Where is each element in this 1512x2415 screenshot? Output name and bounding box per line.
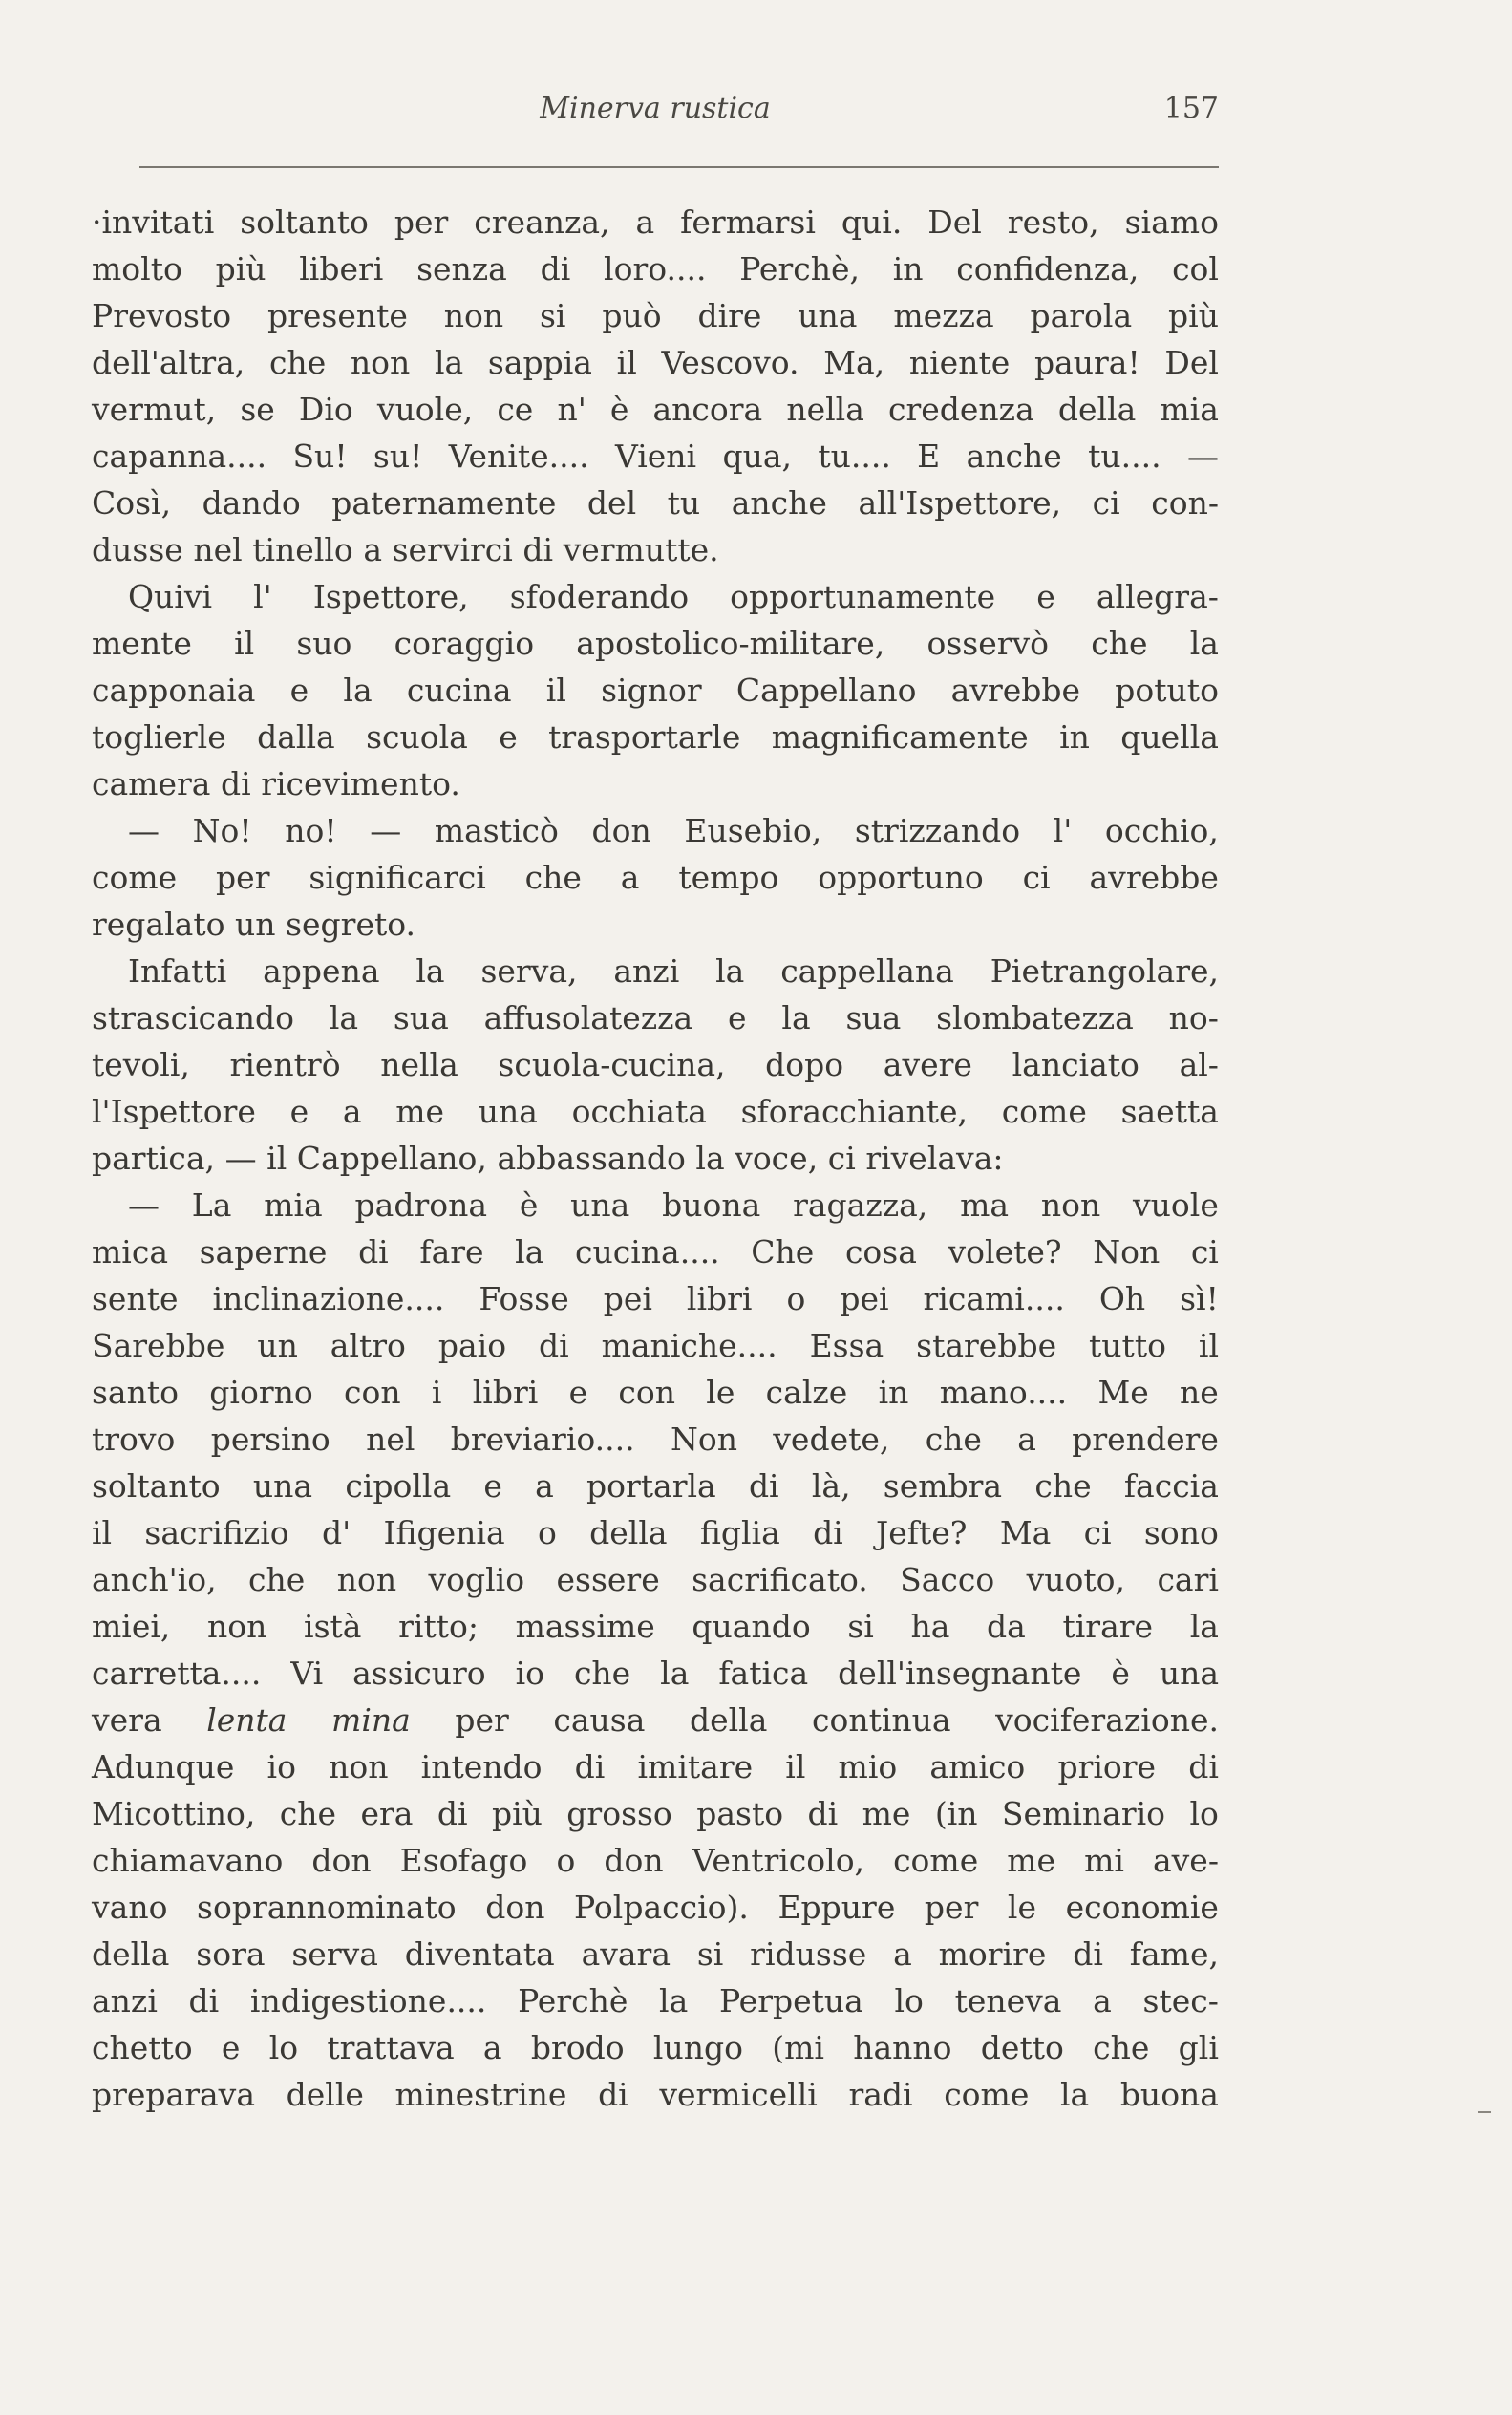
text-line: il sacrifizio d' Ifigenia o della figlia di Jefte? Ma ci sono (92, 1514, 1219, 1551)
text-line: capponaia e la cucina il signor Cappellano avrebbe potuto (92, 672, 1219, 709)
text-line: Micottino, che era di più grosso pasto di me (in Seminario lo (92, 1795, 1219, 1832)
text-line: molto più liberi senza di loro.... Perchè, in confidenza, col (92, 250, 1219, 288)
text-line: toglierle dalla scuola e trasportarle magnificamente in quella (92, 718, 1219, 756)
text-line: tevoli, rientrò nella scuola-cucina, dopo avere lanciato al- (92, 1046, 1219, 1083)
text-line: vera lenta mina per causa della continua vociferazione. (92, 1701, 1219, 1739)
text-line: sente inclinazione.... Fosse pei libri o pei ricami.... Oh sì! (92, 1280, 1219, 1317)
text-line: dusse nel tinello a servirci di vermutte. (92, 531, 719, 568)
text-line: regalato un segreto. (92, 906, 416, 943)
text-line: — No! no! — masticò don Eusebio, strizzando l' occhio, (128, 812, 1219, 849)
body-text (92, 199, 1219, 2118)
text-line: soltanto una cipolla e a portarla di là, sembra che faccia (92, 1467, 1219, 1505)
text-line: Quivi l' Ispettore, sfoderando opportunamente e allegra- (128, 578, 1219, 615)
text-line: come per significarci che a tempo opportuno ci avrebbe (92, 859, 1219, 896)
text-line: preparava delle minestrine di vermicelli radi come la buona (92, 2076, 1219, 2113)
text-line: anch'io, che non voglio essere sacrificato. Sacco vuoto, cari (92, 1561, 1219, 1598)
text-line: chiamavano don Esofago o don Ventricolo, come me mi ave- (92, 1842, 1219, 1879)
text-line: strascicando la sua affusolatezza e la sua slombatezza no- (92, 999, 1219, 1037)
text-line: vano soprannominato don Polpaccio). Eppure per le economie (92, 1889, 1219, 1926)
text-line: vermut, se Dio vuole, ce n' è ancora nella credenza della mia (92, 391, 1219, 428)
page-number: 157 (1163, 92, 1219, 125)
text-line: l'Ispettore e a me una occhiata sforacchiante, come saetta (92, 1093, 1219, 1130)
text-line: capanna.... Su! su! Venite.... Vieni qua, tu.... E anche tu.... — (92, 438, 1219, 475)
text-line: Infatti appena la serva, anzi la cappellana Pietrangolare, (128, 952, 1219, 990)
running-head (92, 92, 1219, 139)
text-line: chetto e lo trattava a brodo lungo (mi hanno detto che gli (92, 2029, 1219, 2066)
text-line: mica saperne di fare la cucina.... Che cosa volete? Non ci (92, 1233, 1219, 1271)
text-line: — La mia padrona è una buona ragazza, ma non vuole (128, 1186, 1219, 1224)
text-line: santo giorno con i libri e con le calze in mano.... Me ne (92, 1374, 1219, 1411)
text-line: Prevosto presente non si può dire una mezza parola più (92, 297, 1219, 334)
header-rule (139, 166, 1219, 168)
margin-mark (1478, 2111, 1491, 2113)
text-line: anzi di indigestione.... Perchè la Perpetua lo teneva a stec- (92, 1982, 1219, 2020)
text-line: miei, non istà ritto; massime quando si ha da tirare la (92, 1608, 1219, 1645)
text-line: ·invitati soltanto per creanza, a fermarsi qui. Del resto, siamo (92, 203, 1219, 241)
text-line: Sarebbe un altro paio di maniche.... Essa starebbe tutto il (92, 1327, 1219, 1364)
text-line: Adunque io non intendo di imitare il mio amico priore di (92, 1748, 1219, 1785)
running-title: Minerva rustica (540, 92, 771, 125)
text-line: trovo persino nel breviario.... Non vedete, che a prendere (92, 1421, 1219, 1458)
text-line: partica, — il Cappellano, abbassando la voce, ci rivelava: (92, 1140, 1004, 1177)
text-line: Così, dando paternamente del tu anche all'Ispettore, ci con- (92, 484, 1219, 522)
text-line: dell'altra, che non la sappia il Vescovo. Ma, niente paura! Del (92, 344, 1219, 381)
text-line: carretta.... Vi assicuro io che la fatica dell'insegnante è una (92, 1655, 1219, 1692)
text-line: della sora serva diventata avara si ridusse a morire di fame, (92, 1935, 1219, 1973)
text-line: mente il suo coraggio apostolico-militare, osservò che la (92, 625, 1219, 662)
text-line: camera di ricevimento. (92, 765, 460, 802)
